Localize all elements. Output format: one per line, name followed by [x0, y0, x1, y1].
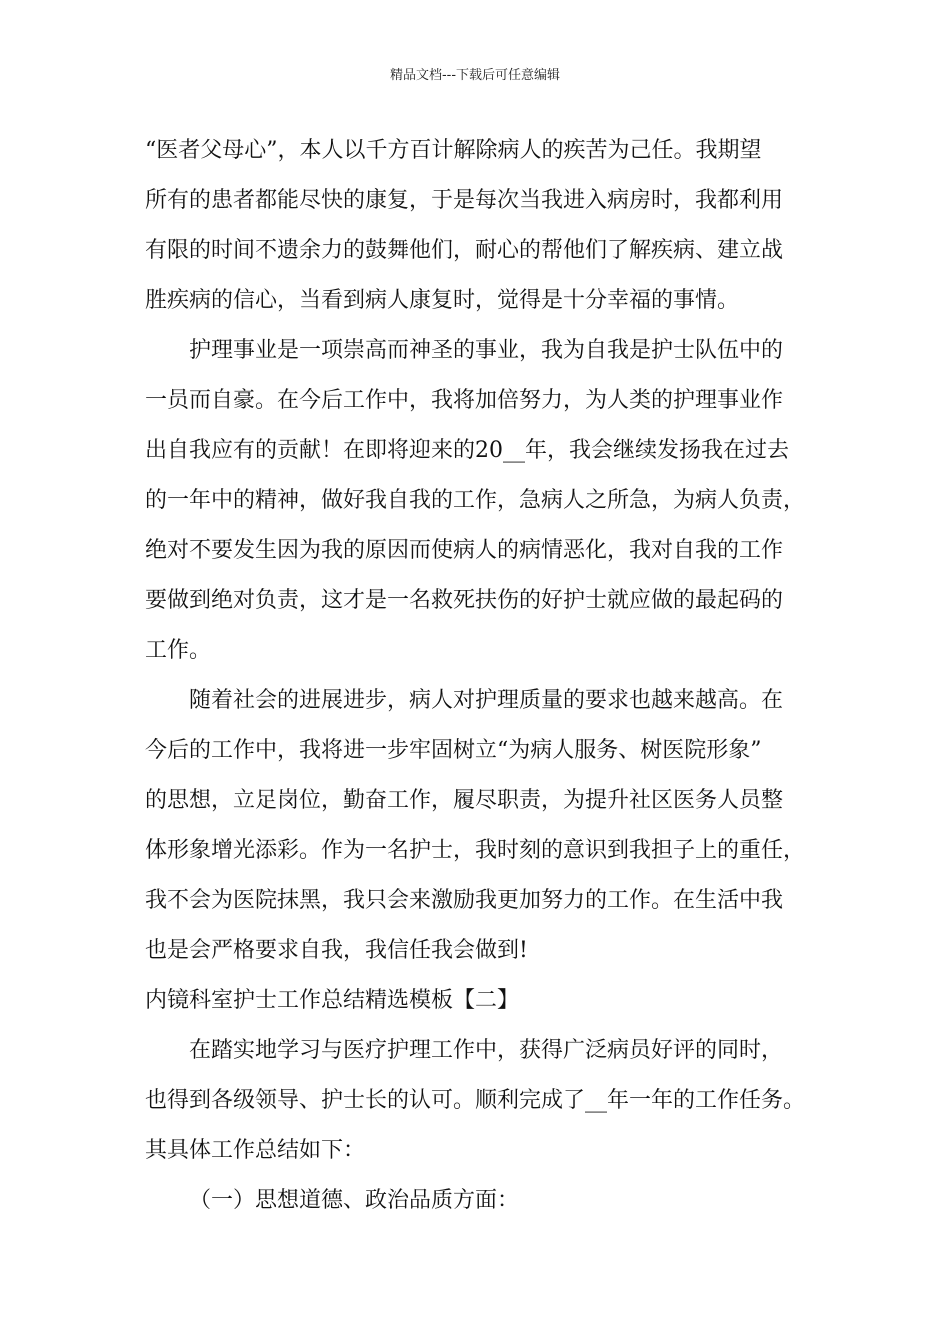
- paragraph-line: 随着社会的进展进步，病人对护理质量的要求也越来越高。在: [189, 688, 784, 713]
- paragraph-line: 绝对不要发生因为我的原因而使病人的病情恶化，我对自我的工作: [145, 538, 784, 563]
- document-body: [145, 126, 835, 1226]
- section-heading: 内镜科室护士工作总结精选模板【二】: [145, 988, 520, 1013]
- paragraph-line: 一员而自豪。在今后工作中，我将加倍努力，为人类的护理事业作: [145, 388, 784, 413]
- paragraph-line: 今后的工作中，我将进一步牢固树立“为病人服务、树医院形象”: [145, 738, 762, 763]
- paragraph-line: 护理事业是一项崇高而神圣的事业，我为自我是护士队伍中的: [189, 338, 784, 363]
- paragraph-line: 其具体工作总结如下：: [145, 1138, 366, 1163]
- paragraph-line: 要做到绝对负责，这才是一名救死扶伤的好护士就应做的最起码的: [145, 588, 784, 613]
- paragraph-line: 工作。: [145, 638, 212, 663]
- paragraph-line: 的一年中的精神，做好我自我的工作，急病人之所急，为病人负责，: [145, 488, 806, 513]
- paragraph-line: 也得到各级领导、护士长的认可。顺利完成了__年一年的工作任务。: [145, 1088, 806, 1113]
- subsection-heading: （一）思想道德、政治品质方面：: [189, 1188, 520, 1213]
- paragraph-line: 我不会为医院抹黑，我只会来激励我更加努力的工作。在生活中我: [145, 888, 784, 913]
- paragraph-line: 也是会严格要求自我，我信任我会做到!: [145, 938, 528, 963]
- paragraph-line: 在踏实地学习与医疗护理工作中，获得广泛病员好评的同时，: [189, 1038, 784, 1063]
- paragraph-line: “医者父母心”，本人以千方百计解除病人的疾苦为己任。我期望: [145, 138, 762, 163]
- page-header: 精品文档---下载后可任意编辑: [389, 68, 561, 83]
- paragraph-line: 有限的时间不遗余力的鼓舞他们，耐心的帮他们了解疾病、建立战: [145, 238, 784, 263]
- paragraph-line: 的思想，立足岗位，勤奋工作，履尽职责，为提升社区医务人员整: [145, 788, 784, 813]
- paragraph-line: 胜疾病的信心，当看到病人康复时，觉得是十分幸福的事情。: [145, 288, 740, 313]
- paragraph-line: 出自我应有的贡献！在即将迎来的20__年，我会继续发扬我在过去: [145, 438, 789, 463]
- paragraph-line: 体形象增光添彩。作为一名护士，我时刻的意识到我担子上的重任，: [145, 838, 806, 863]
- paragraph-line: 所有的患者都能尽快的康复，于是每次当我进入病房时，我都利用: [145, 188, 784, 213]
